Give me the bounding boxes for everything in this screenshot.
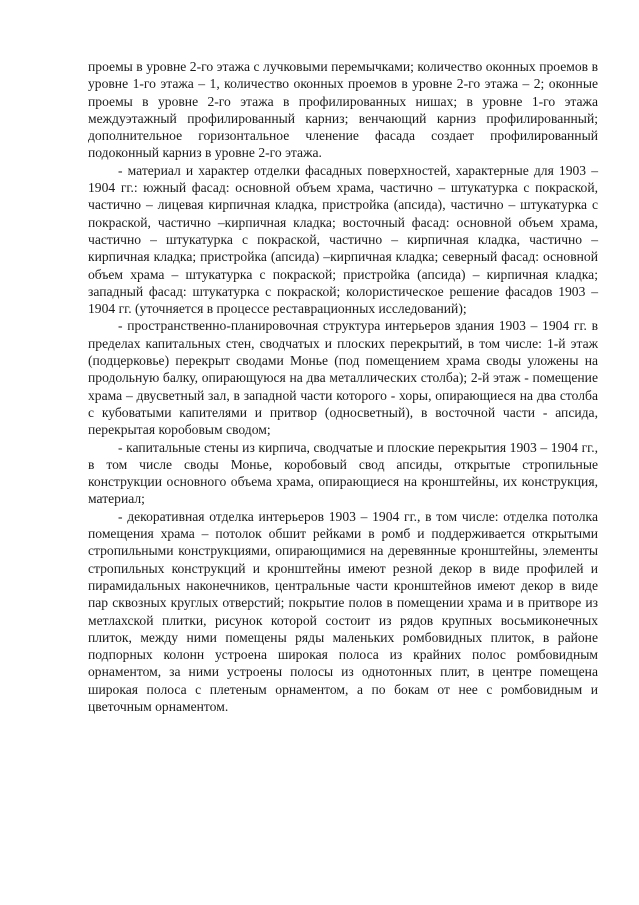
- paragraph-window-openings: проемы в уровне 2-го этажа с лучковыми перемычками; количество оконных проемов в уровне 1-го этажа – 1, количество оконных проемов в уровне 2-го этажа – 2; оконные проемы в уровне 2-го этажа в профилированных нишах; в уровне 1-го этажа междуэтажный профилированный карниз; венчающий карниз профилированный; дополнительное горизонтальное членение фасада создает профилированный подоконный карниз в уровне 2-го этажа.: [88, 59, 598, 161]
- document-page: [88, 58, 598, 715]
- paragraph-decorative-interior: - декоративная отделка интерьеров 1903 – 1904 гг., в том числе: отделка потолка помещения храма – потолок обшит рейками в ромб и поддерживается открытыми стропильными конструкциями, опирающимися на деревянные кронштейны, элементы стропильных конструкций и кронштейны имеют резной декор в виде профилей и пирамидальных наконечников, центральные части кронштейнов имеют декор в виде пар сквозных круглых отверстий; покрытие полов в помещении храма и в притворе из метлахской плитки, рисунок которой состоит из рядов крупных восьмиконечных плиток, между ними помещены ряды маленьких ромбовидных плиток, в районе подпорных колонн устроена широкая полоса из крайних полос ромбовидным орнаментом, за ними устроены полосы из однотонных плит, в центре помещена широкая полоса с плетеным орнаментом, а по бокам от нее с ромбовидным и цветочным орнаментом.: [88, 508, 598, 714]
- paragraph-capital-walls: - капитальные стены из кирпича, сводчатые и плоские перекрытия 1903 – 1904 гг., в том числе своды Монье, коробовый свод апсиды, открытые стропильные конструкции основного объема храма, опирающиеся на кронштейны, их конструкция, материал;: [88, 439, 598, 507]
- paragraph-facade-finish: - материал и характер отделки фасадных поверхностей, характерные для 1903 – 1904 гг.: южный фасад: основной объем храма, частично – штукатурка с покраской, частично – лицевая кирпичная кладка, пристройка (апсида), частично – штукатурка с покраской, частично –кирпичная кладка; восточный фасад: основной объем храма, частично – штукатурка с покраской, частично – кирпичная кладка, частично – кирпичная кладка; пристройка (апсида) –кирпичная кладка; северный фасад: основной объем храма – штукатурка с покраской; пристройка (апсида) – кирпичная кладка; западный фасад: штукатурка с покраской; колористическое решение фасадов 1903 – 1904 гг. (уточняется в процессе реставрационных исследований);: [88, 162, 598, 317]
- paragraph-interior-planning: - пространственно-планировочная структура интерьеров здания 1903 – 1904 гг. в пределах капитальных стен, сводчатых и плоских перекрытий, в том числе: 1-й этаж (подцерковье) перекрыт сводами Монье (под помещением храма своды уложены на продольную балку, опирающуюся на два металлических столба); 2-й этаж - помещение храма – двусветный зал, в западной части которого - хоры, опирающиеся на два столба с кубоватыми капителями и притвор (односветный), в восточной части - апсида, перекрытая коробовым сводом;: [88, 318, 598, 438]
